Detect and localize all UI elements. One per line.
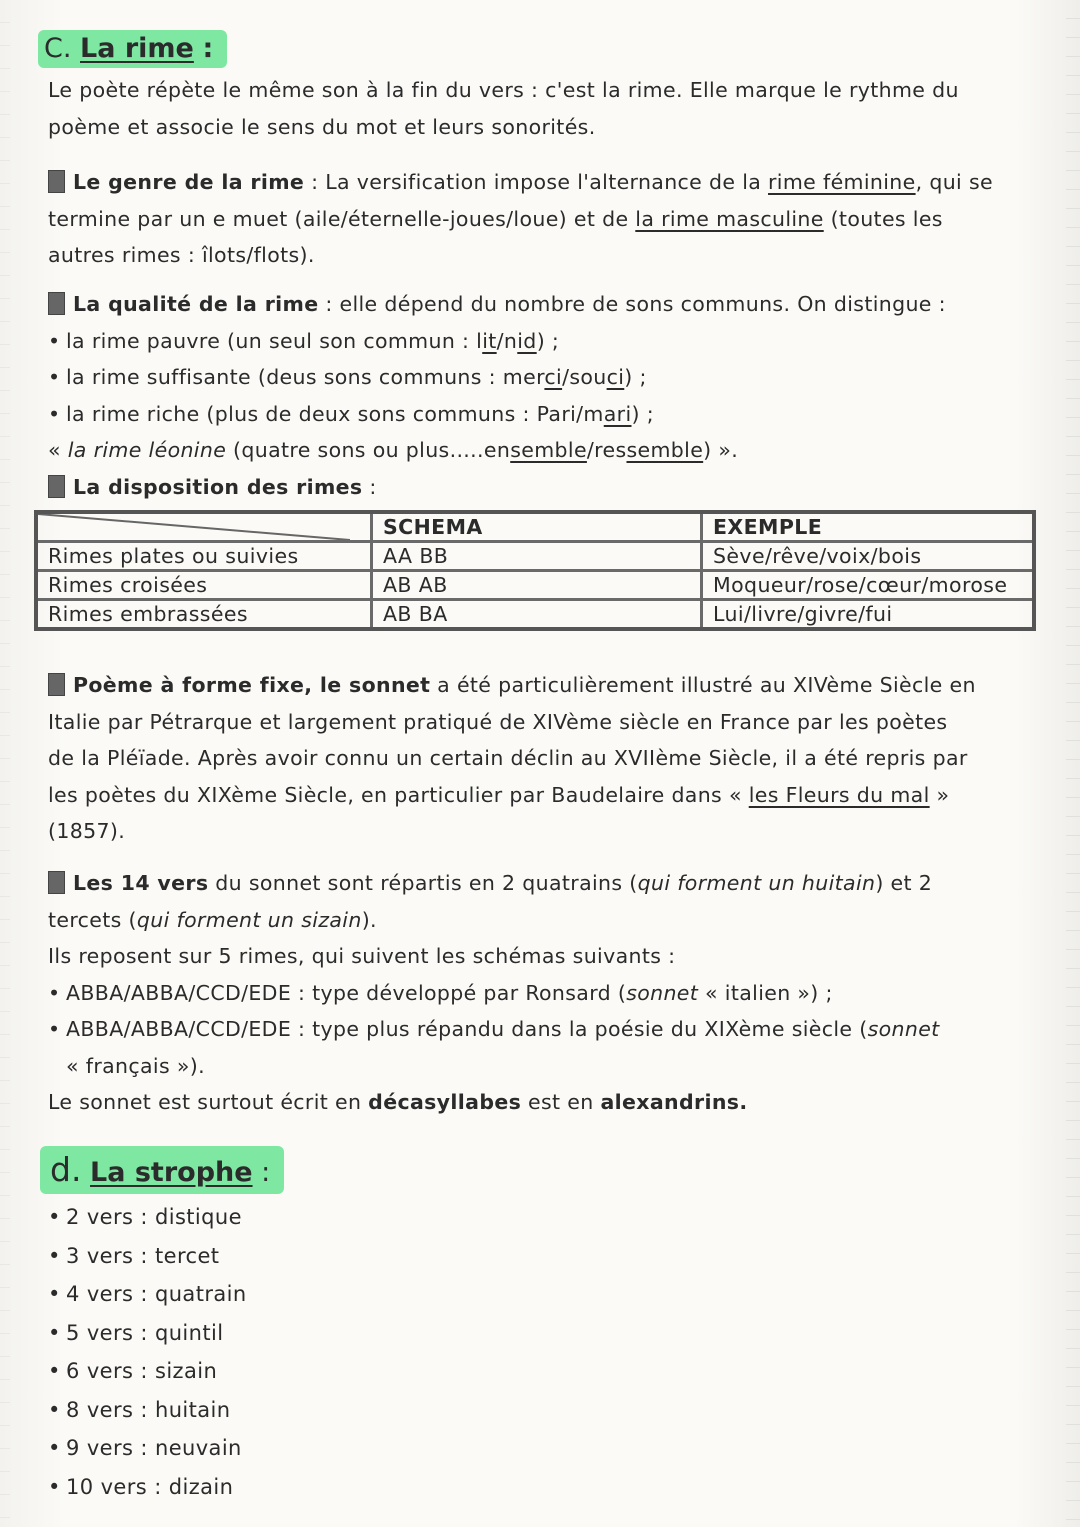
rime-intro-line-1: Le poète répète le même son à la fin du vers : c'est la rime. Elle marque le rythme du [48,78,959,102]
schema-italien-item: • ABBA/ABBA/CCD/EDE : type développé par Ronsard (sonnet « italien ») ; [48,975,1034,1012]
table-cell: Rimes embrassées [36,600,372,630]
genre-line-2: termine par un e muet (aile/éternelle-joues/loue) et de [48,206,636,231]
square-bullet-icon [48,292,65,315]
sonnet-line-3: de la Pléïade. Après avoir connu un certain déclin au XVIIème Siècle, il a été repris par [48,746,968,770]
rime-pauvre-item: • la rime pauvre (un seul son commun : lit/nid) ; [48,323,1032,360]
table-header-exemple: EXEMPLE [702,512,1035,542]
table-row [36,542,1034,571]
table-cell: Rimes plates ou suivies [36,542,372,571]
genre-label: Le genre de la rime [73,170,305,194]
list-item: • 6 vers : sizain [48,1352,1032,1391]
section-d-title: La strophe [90,1157,253,1188]
square-bullet-icon [48,475,65,498]
vers-paragraph [48,865,1034,1121]
table-corner-cell [36,512,372,542]
strophe-list [48,1198,1032,1506]
disposition-label: La disposition des rimes [73,474,363,499]
section-d-letter: d. [50,1150,82,1189]
rime-intro [48,72,1032,145]
rime-suffisante-item: • la rime suffisante (deus sons communs : merci/souci) ; [48,359,1032,396]
vers-line-6: Le sonnet est surtout écrit en décasyllabes est en alexandrins. [48,1090,748,1114]
vers-text-1: du sonnet sont répartis en 2 quatrains ( [208,871,638,895]
vers-huitain: qui forment un huitain [637,871,876,895]
sonnet-text-1: a été particulièrement illustré au XIVème Siècle en [430,673,976,697]
sonnet-paragraph [48,667,1034,850]
section-c-title: La rime [80,33,194,64]
vers-line-3: Ils reposent sur 5 rimes, qui suivent les schémas suivants : [48,944,676,968]
table-cell: Moqueur/rose/cœur/morose [702,571,1035,600]
rime-masculine-term: la rime masculine [635,206,824,231]
list-item: • 2 vers : distique [48,1198,1032,1237]
table-cell: AB BA [372,600,702,630]
qualite-paragraph [48,286,1032,505]
section-c-heading [38,30,227,68]
section-d-colon: : [261,1157,271,1188]
sonnet-line-2: Italie par Pétrarque et largement pratiqué de XIVème siècle en France par les poètes [48,709,948,734]
genre-text-2: , qui se [915,170,993,194]
genre-text-1: : La versification impose l'alternance de la [304,170,769,194]
fleurs-du-mal-link: les Fleurs du mal [748,782,930,807]
rimes-table [34,510,1036,631]
vers-line-2: tercets (qui forment un sizain). [48,907,377,932]
table-row [36,571,1034,600]
list-item: • 3 vers : tercet [48,1237,1032,1276]
genre-paragraph [48,164,1032,274]
square-bullet-icon [48,673,65,696]
table-cell: AA BB [372,542,702,571]
sonnet-label: Poème à forme fixe, le sonnet [73,673,431,697]
list-item: • 10 vers : dizain [48,1468,1032,1507]
table-row [36,600,1034,630]
binder-edge-left [0,0,10,1527]
genre-line-3: autres rimes : îlots/flots). [48,243,315,267]
section-c-letter: C. [44,33,72,64]
sonnet-line-4: les poètes du XIXème Siècle, en particulier par Baudelaire dans « les Fleurs du mal » [48,782,950,807]
qualite-intro: : elle dépend du nombre de sons communs. On distingue : [318,292,946,316]
square-bullet-icon [48,170,65,193]
rime-leonine-line: « la rime léonine (quatre sons ou plus.....ensemble/ressemble) ». [48,438,739,462]
rime-intro-line-2: poème et associe le sens du mot et leurs sonorités. [48,114,596,139]
schema-francais-item: • ABBA/ABBA/CCD/EDE : type plus répandu dans la poésie du XIXème siècle (sonnet « français »). [48,1011,1034,1084]
table-cell: Lui/livre/givre/fui [702,600,1035,630]
sonnet-line-5: (1857). [48,819,126,843]
vers-label: Les 14 vers [73,871,209,895]
square-bullet-icon [48,871,65,894]
rime-riche-item: • la rime riche (plus de deux sons communs : Pari/mari) ; [48,396,1032,433]
qualite-label: La qualité de la rime [73,292,319,316]
diagonal-line [38,514,350,540]
table-header-schema: SCHEMA [372,512,702,542]
list-item: • 5 vers : quintil [48,1314,1032,1353]
table-header-row [36,512,1034,542]
genre-text-3: (toutes les [823,206,943,231]
list-item: • 9 vers : neuvain [48,1429,1032,1468]
table-cell: Rimes croisées [36,571,372,600]
list-item: • 4 vers : quatrain [48,1275,1032,1314]
table-cell: Sève/rêve/voix/bois [702,542,1035,571]
section-d-heading [40,1146,284,1194]
table-cell: AB AB [372,571,702,600]
list-item: • 8 vers : huitain [48,1391,1032,1430]
disposition-colon: : [362,474,377,499]
vers-text-2: ) et 2 [875,871,933,895]
binder-edge-right [1066,0,1080,1527]
rime-feminine-term: rime féminine [768,170,916,194]
section-c-colon: : [202,33,214,64]
